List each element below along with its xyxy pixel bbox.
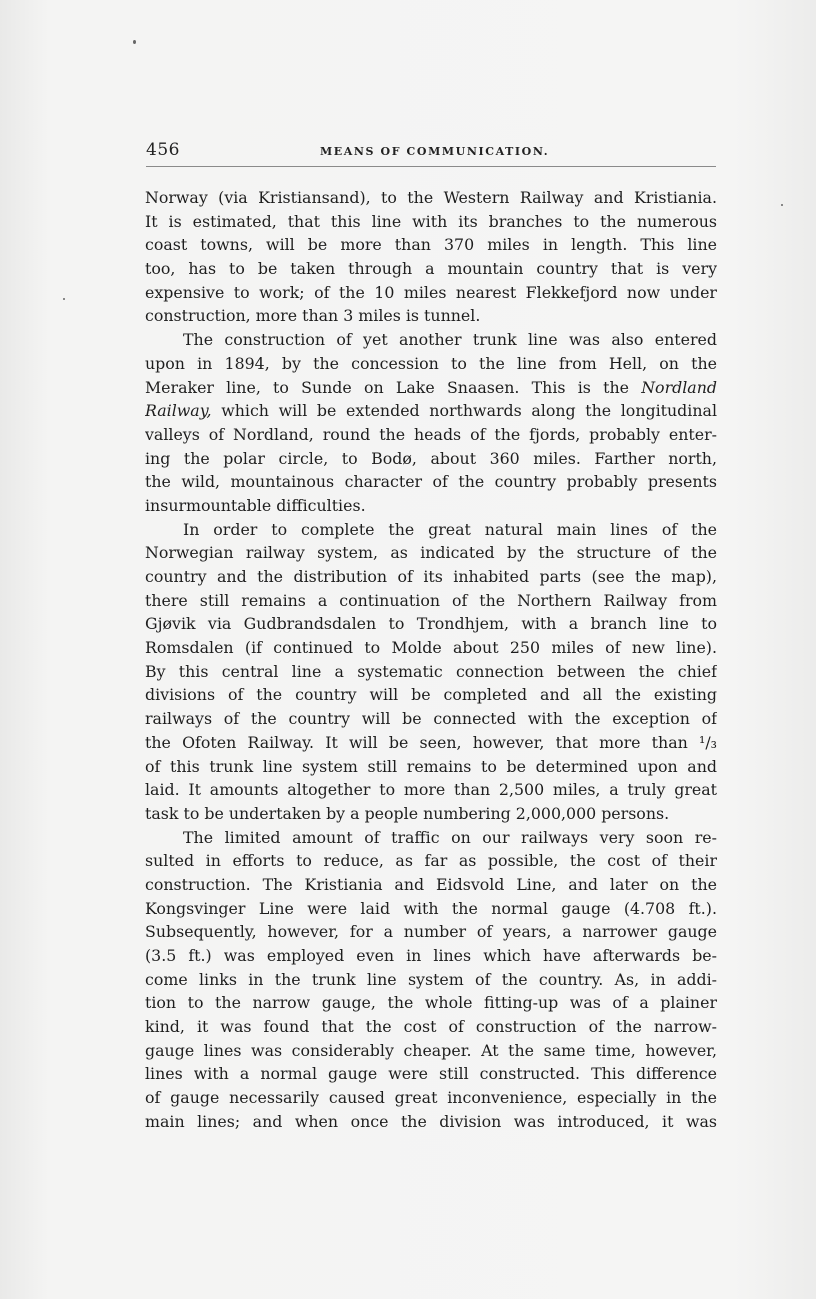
text-line: valleys of Nordland, round the heads of the fjords, probably enter- <box>145 424 717 444</box>
italic-term: Nordland <box>641 377 717 397</box>
print-speck <box>63 298 65 300</box>
text-line: (3.5 ft.) was employed even in lines which have afterwards be- <box>145 946 717 965</box>
running-head <box>146 140 716 167</box>
text-line: Gjøvik via Gudbrandsdalen to Trondhjem, with a branch line to <box>145 614 717 634</box>
text-line: In order to complete the great natural main lines of the <box>183 519 717 539</box>
text-line: too, has to be taken through a mountain country that is very <box>145 259 717 279</box>
text-line: tion to the narrow gauge, the whole fitting-up was of a plainer <box>145 993 717 1013</box>
text-line: upon in 1894, by the concession to the line from Hell, on the <box>145 353 717 373</box>
text-line: lines with a normal gauge were still constructed. This difference <box>145 1064 717 1084</box>
text-line: Norway (via Kristiansand), to the Western Railway and Kristiania. <box>145 188 717 207</box>
text-line: kind, it was found that the cost of construction of the narrow- <box>145 1017 717 1037</box>
text-line: sulted in efforts to reduce, as far as possible, the cost of their <box>145 851 717 871</box>
text-line: country and the distribution of its inhabited parts (see the map), <box>145 567 717 586</box>
text-line: main lines; and when once the division was introduced, it was <box>145 1111 717 1131</box>
text-line: railways of the country will be connected with the exception of <box>145 709 717 729</box>
text-line: the wild, mountainous character of the country probably presents <box>145 472 717 492</box>
italic-term: Railway, <box>145 401 212 421</box>
text-segment: which will be extended northwards along the longitudinal <box>211 401 717 421</box>
text-line: Romsdalen (if continued to Molde about 250 miles of new line). <box>145 638 717 658</box>
text-line: construction. The Kristiania and Eidsvold Line, and later on the <box>145 874 717 894</box>
text-line: insurmountable difficulties. <box>145 495 366 515</box>
text-line: the Ofoten Railway. It will be seen, however, that more than ¹/₃ <box>145 732 717 752</box>
print-speck <box>133 40 136 44</box>
text-line: task to be undertaken by a people numbering 2,000,000 persons. <box>145 803 670 823</box>
running-head-title: MEANS OF COMMUNICATION. <box>320 145 550 158</box>
text-line: of this trunk line system still remains to be determined upon and <box>145 756 717 776</box>
page-number: 456 <box>146 140 180 160</box>
text-line: coast towns, will be more than 370 miles in length. This line <box>145 235 717 255</box>
text-line: Kongsvinger Line were laid with the normal gauge (4.708 ft.). <box>145 898 717 918</box>
text-line: It is estimated, that this line with its branches to the numerous <box>145 211 717 231</box>
text-segment: Meraker line, to Sunde on Lake Snaasen. This is the <box>145 377 629 397</box>
text-line: Norwegian railway system, as indicated by the structure of the <box>145 543 717 563</box>
text-line: divisions of the country will be completed and all the existing <box>145 685 717 705</box>
text-line <box>145 376 717 400</box>
text-line: of gauge necessarily caused great inconvenience, especially in the <box>145 1088 717 1108</box>
text-line: Subsequently, however, for a number of years, a narrower gauge <box>145 922 717 942</box>
text-line: expensive to work; of the 10 miles nearest Flekkefjord now under <box>145 282 717 302</box>
print-speck <box>781 204 783 206</box>
text-line: ing the polar circle, to Bodø, about 360 miles. Farther north, <box>145 448 717 468</box>
body-text <box>145 186 717 1134</box>
text-line <box>145 399 717 423</box>
text-line: laid. It amounts altogether to more than 2,500 miles, a truly great <box>145 780 717 800</box>
text-line: The construction of yet another trunk line was also entered <box>183 330 717 350</box>
text-line: gauge lines was considerably cheaper. At the same time, however, <box>145 1040 717 1060</box>
text-line: construction, more than 3 miles is tunnel. <box>145 306 481 326</box>
text-line: come links in the trunk line system of the country. As, in addi- <box>145 969 717 989</box>
text-line: The limited amount of traffic on our railways very soon re- <box>183 827 717 847</box>
text-line: By this central line a systematic connection between the chief <box>145 661 717 681</box>
text-line: there still remains a continuation of the Northern Railway from <box>145 590 717 610</box>
